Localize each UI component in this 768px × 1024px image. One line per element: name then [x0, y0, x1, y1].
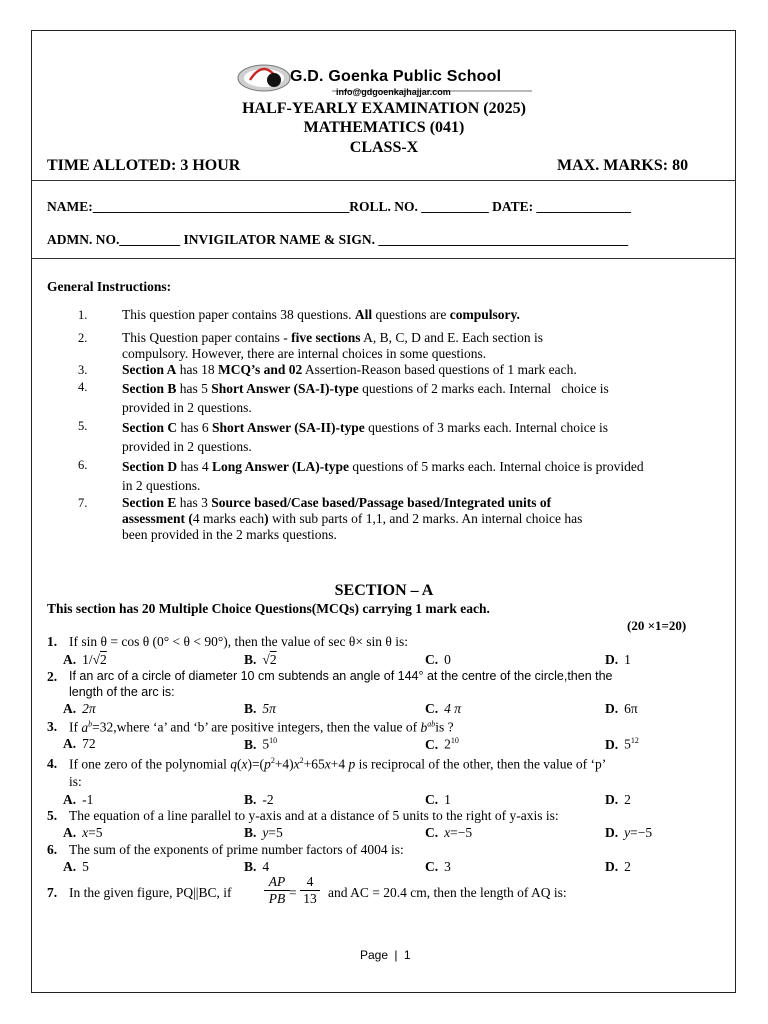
student-fields-line2: ADMN. NO._________ INVIGILATOR NAME & SIGN. _____________________________________ — [47, 232, 629, 247]
instruction-5: Section C has 6 Short Answer (SA-II)-type questions of 3 marks each. Internal choice is provided in 2 questions. — [122, 420, 609, 454]
q7-equals: = — [289, 885, 297, 900]
instruction-number: 3. — [78, 363, 88, 377]
instruction-2: This Question paper contains - five sections A, B, C, D and E. Each section is compulsory. However, there are internal choices in some questions. — [122, 330, 544, 361]
q3-option-c: C. $2^{10}$ — [425, 736, 459, 752]
q6-option-a: A. 5 — [63, 859, 89, 874]
q1-option-d: D. 1 — [605, 652, 631, 667]
question-number: 5. — [47, 808, 58, 823]
q6-option-d: D. 2 — [605, 859, 631, 874]
q6-option-b: B. 4 — [244, 859, 270, 874]
question-1-text: If sin θ = cos θ (0° < θ < 90°), then the value of sec θ× sin θ is: — [69, 634, 409, 649]
school-email: info@gdgoenkajhajjar.com — [336, 87, 451, 97]
student-fields-line1: NAME:______________________________________ROLL. NO. __________ DATE: ______________ — [47, 199, 632, 214]
question-4-text: If one zero of the polynomial $q(x)=(p^2+4)x^2+65x+4$ p is reciprocal of the other, then the value of ‘p’ — [69, 756, 607, 772]
section-a-title: SECTION – A — [334, 582, 434, 599]
exam-class: CLASS-X — [349, 139, 419, 156]
school-name: G.D. Goenka Public School — [290, 68, 502, 85]
question-7-text-cont: and AC = 20.4 cm, then the length of AQ is: — [328, 885, 567, 900]
question-5-text: The equation of a line parallel to y-axis and at a distance of 5 units to the right of y-axis is: — [69, 808, 559, 823]
q5-option-b: B. y=5 — [244, 825, 283, 840]
q1-option-c: C. 0 — [425, 652, 451, 667]
instruction-number: 4. — [78, 380, 88, 394]
question-number: 6. — [47, 842, 58, 857]
question-7-text: In the given figure, PQ||BC, if — [69, 885, 232, 900]
question-number: 1. — [47, 634, 58, 649]
q4-option-d: D. 2 — [605, 792, 631, 807]
q2-option-d: D. 6π — [605, 701, 638, 716]
instruction-number: 2. — [78, 331, 88, 345]
q7-fraction-ap-pb: AP PB — [264, 874, 290, 907]
question-3-text: If $a^b=32,where$ ‘a’ and ‘b’ are positive integers, then the value of $b^{ab}is$ ? — [69, 719, 454, 735]
q5-option-a: A. x=5 — [63, 825, 103, 840]
question-2-text-cont: length of the arc is: — [69, 685, 175, 699]
exam-time: TIME ALLOTED: 3 HOUR — [47, 157, 241, 174]
question-6-text: The sum of the exponents of prime number factors of 4004 is: — [69, 842, 404, 857]
q3-option-a: A. 72 — [63, 736, 96, 751]
instruction-number: 1. — [78, 308, 88, 322]
q4-option-c: C. 1 — [425, 792, 451, 807]
exam-title: HALF-YEARLY EXAMINATION (2025) — [242, 100, 526, 117]
question-number: 2. — [47, 669, 58, 684]
instruction-number: 6. — [78, 458, 88, 472]
section-a-subtitle: This section has 20 Multiple Choice Questions(MCQs) carrying 1 mark each. — [47, 601, 490, 616]
question-number: 4. — [47, 756, 58, 771]
instruction-number: 7. — [78, 496, 88, 510]
instruction-4: Section B has 5 Short Answer (SA-I)-type questions of 2 marks each. Internal choice is provided in 2 questions. — [122, 381, 609, 415]
q2-option-a: A. 2π — [63, 701, 96, 716]
instruction-7: Section E has 3 Source based/Case based/Passage based/Integrated units of assessment (4 marks each) with sub parts of 1,1, and 2 marks. An internal choice has been provided in the 2 marks questions. — [122, 495, 583, 542]
q5-option-c: C. x=−5 — [425, 825, 473, 840]
q4-option-a: A. -1 — [63, 792, 94, 807]
instruction-number: 5. — [78, 419, 88, 433]
page-footer: Page | 1 — [360, 948, 411, 962]
q2-option-c: C. 4 π — [425, 701, 462, 716]
q7-fraction-4-13: 4 13 — [300, 874, 320, 907]
page-number: 1 — [403, 948, 411, 962]
fields-divider — [31, 258, 736, 259]
question-number: 7. — [47, 885, 58, 900]
exam-max-marks: MAX. MARKS: 80 — [557, 157, 689, 174]
q1-option-b: B. √2 — [244, 652, 277, 667]
section-a-marks: (20 ×1=20) — [627, 618, 687, 633]
instructions-heading: General Instructions: — [47, 279, 172, 294]
q2-option-b: B. 5π — [244, 701, 276, 716]
instruction-1: This question paper contains 38 questions. All questions are compulsory. — [122, 307, 520, 322]
page-label: Page — [360, 948, 389, 962]
q6-option-c: C. 3 — [425, 859, 451, 874]
q4-option-b: B. -2 — [244, 792, 274, 807]
question-number: 3. — [47, 719, 58, 734]
q1-option-a: A. 1/√2 — [63, 652, 107, 667]
instruction-3: Section A has 18 MCQ’s and 02 Assertion-Reason based questions of 1 mark each. — [122, 362, 577, 377]
header-divider — [31, 180, 736, 181]
question-4-text-cont: is: — [69, 774, 82, 789]
q3-option-d: D. $5^{12}$ — [605, 736, 639, 752]
q3-option-b: B. $5^{10}$ — [244, 736, 278, 752]
instruction-6: Section D has 4 Long Answer (LA)-type questions of 5 marks each. Internal choice is provided in 2 questions. — [122, 459, 644, 493]
exam-subject: MATHEMATICS (041) — [303, 119, 465, 136]
q5-option-d: D. y=−5 — [605, 825, 653, 840]
question-2-text: If an arc of a circle of diameter 10 cm subtends an angle of 144° at the centre of the circle,then the — [69, 669, 613, 683]
